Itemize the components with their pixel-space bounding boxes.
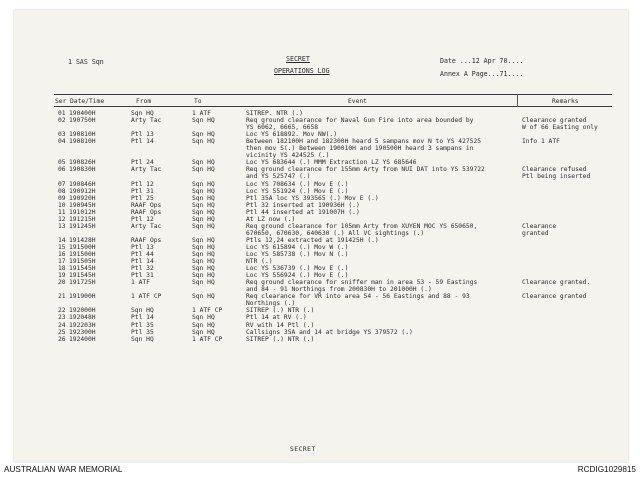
to-cell: Sqn HQ — [192, 117, 215, 125]
to-cell: Sqn HQ — [192, 194, 215, 202]
event-line: Req clearance for VR into area 54 - 56 Eastings and 88 - 93 — [246, 293, 470, 301]
to-cell: Sqn HQ — [192, 180, 215, 188]
from-cell: Sqn HQ — [131, 335, 154, 343]
datetime-cell: 190750H — [69, 117, 96, 125]
to-cell: Sqn HQ — [192, 265, 215, 273]
col-header-to: To — [194, 98, 202, 105]
from-cell: 1 ATF CP — [131, 293, 162, 301]
event-line: Loc YS 536739 (.) Mov E (.) — [246, 265, 349, 273]
from-cell: Ptl 13 — [131, 131, 154, 139]
datetime-cell: 190400H — [69, 110, 96, 117]
datetime-cell: 191545H — [69, 265, 96, 273]
to-cell: Sqn HQ — [192, 314, 215, 322]
datetime-cell: 190920H — [69, 194, 96, 202]
event-line: Loc YS 551924 (.) Mov E (.) — [246, 187, 349, 195]
serial-cell: 08 — [58, 187, 66, 195]
event-line: Loc YS 618892. Mov NW(.) — [246, 131, 337, 139]
serial-cell: 07 — [58, 180, 66, 188]
datetime-cell: 192300H — [69, 328, 96, 336]
event-line: NTR (.) — [246, 258, 273, 266]
event-line: and YS 525747 (.) — [246, 173, 311, 181]
to-cell: Sqn HQ — [192, 138, 215, 146]
from-cell: RAAF Ops — [131, 236, 162, 244]
serial-cell: 20 — [58, 279, 66, 287]
event-line: Callsigns 35A and 14 at bridge YS 379572 (.) — [246, 328, 413, 336]
event-line: Req ground clearance for sniffer man in area 53 - 59 Eastings — [246, 279, 478, 287]
event-line: Loc YS 585738 (.) Mov N (.) — [246, 251, 349, 258]
event-line: Req ground clearance for 155mm Arty from NUI DAT into YS 539722 — [246, 166, 485, 174]
serial-cell: 17 — [58, 258, 66, 266]
event-line: Between 182100H and 182300H heard 5 sampans mov N to YS 427525 — [246, 138, 482, 146]
col-header-ser: Ser — [55, 98, 67, 105]
event-line: Northings (.) — [246, 300, 296, 308]
from-cell: Ptl 12 — [131, 180, 154, 188]
to-cell: Sqn HQ — [192, 258, 215, 266]
datetime-cell: 192400H — [69, 335, 96, 343]
serial-cell: 02 — [58, 117, 66, 125]
remarks-line: Clearance granted — [522, 293, 587, 301]
classification-top: SECRET — [286, 55, 310, 63]
remarks-divider — [517, 94, 518, 107]
remarks-line: Info 1 ATF — [522, 138, 560, 146]
from-cell: RAAF Ops — [131, 208, 162, 216]
event-line: SITREP (.) NTR (.) — [246, 335, 315, 343]
datetime-cell: 192203H — [69, 321, 96, 329]
annex-trail: .... — [507, 70, 524, 78]
col-header-event: Event — [348, 98, 367, 105]
to-cell: Sqn HQ — [192, 131, 215, 139]
remarks-line: Clearance refused — [522, 166, 587, 174]
annex-label: Annex A Page... — [440, 70, 500, 78]
event-line: Ptl 14 at RV (.) — [246, 314, 307, 322]
to-cell: Sqn HQ — [192, 328, 215, 336]
from-cell: Ptl 14 — [131, 138, 154, 146]
datetime-cell: 190846H — [69, 180, 96, 188]
event-line: YS 6062, 6665, 6658 — [246, 124, 319, 132]
to-cell: Sqn HQ — [192, 201, 215, 209]
datetime-cell: 192000H — [69, 307, 96, 315]
from-cell: Ptl 44 — [131, 251, 154, 258]
to-cell: Sqn HQ — [192, 215, 215, 223]
datetime-cell: 191500H — [69, 251, 96, 258]
footer-record-id: RCDIG1029815 — [577, 465, 636, 474]
datetime-cell: 190810H — [69, 131, 96, 139]
classification-bottom: SECRET — [290, 446, 316, 453]
serial-cell: 24 — [58, 321, 66, 329]
from-cell: 1 ATF — [131, 279, 150, 287]
log-title: OPERATIONS LOG — [274, 67, 330, 75]
serial-cell: 13 — [58, 222, 66, 230]
to-cell: Sqn HQ — [192, 279, 215, 287]
serial-cell: 05 — [58, 159, 66, 167]
datetime-cell: 191900H — [69, 293, 96, 301]
serial-cell: 25 — [58, 328, 66, 336]
event-line: Ptls 12,24 extracted at 191425H (.) — [246, 236, 379, 244]
datetime-cell: 190912H — [69, 187, 96, 195]
datetime-cell: 192048H — [69, 314, 96, 322]
to-cell: 1 ATF CP — [192, 335, 223, 343]
event-line: Loc YS 708634 (.) Mov E (.) — [246, 180, 349, 188]
from-cell: Arty Tac — [131, 222, 162, 230]
date-trail: .... — [507, 57, 524, 65]
serial-cell: 18 — [58, 265, 66, 273]
datetime-cell: 191505H — [69, 258, 96, 266]
document-page — [14, 10, 628, 462]
table-top-rule — [54, 94, 612, 95]
serial-cell: 16 — [58, 251, 66, 258]
from-cell: Ptl 35 — [131, 328, 154, 336]
from-cell: Ptl 31 — [131, 272, 154, 280]
event-line: Loc YS 556924 (.) Mov E (.) — [246, 272, 349, 280]
footer-bar — [0, 463, 640, 477]
to-cell: Sqn HQ — [192, 293, 215, 301]
to-cell: Sqn HQ — [192, 236, 215, 244]
datetime-cell: 191012H — [69, 208, 96, 216]
datetime-cell: 190826H — [69, 159, 96, 167]
date-label: Date ... — [440, 57, 472, 65]
from-cell: RAAF Ops — [131, 201, 162, 209]
col-header-remarks: Remarks — [552, 98, 579, 105]
remarks-line: Ptl being inserted — [522, 173, 591, 181]
to-cell: Sqn HQ — [192, 208, 215, 216]
serial-cell: 22 — [58, 307, 66, 315]
from-cell: Ptl 31 — [131, 187, 154, 195]
serial-cell: 12 — [58, 215, 66, 223]
to-cell: Sqn HQ — [192, 159, 215, 167]
serial-cell: 11 — [58, 208, 66, 216]
event-line: and 84 - 91 Northings from 200830H to 201000H (.) — [246, 286, 432, 294]
datetime-cell: 190810H — [69, 138, 96, 146]
from-cell: Arty Tac — [131, 166, 162, 174]
datetime-cell: 191215H — [69, 215, 96, 223]
to-cell: Sqn HQ — [192, 166, 215, 174]
date-value: 12 Apr 70 — [471, 57, 508, 65]
from-cell: Ptl 32 — [131, 265, 154, 273]
to-cell: Sqn HQ — [192, 321, 215, 329]
from-cell: Arty Tac — [131, 117, 162, 125]
datetime-cell: 191428H — [69, 236, 96, 244]
to-cell: Sqn HQ — [192, 272, 215, 280]
remarks-line: Clearance — [522, 222, 557, 230]
serial-cell: 09 — [58, 194, 66, 202]
from-cell: Ptl 25 — [131, 194, 154, 202]
datetime-cell: 191500H — [69, 243, 96, 251]
serial-cell: 21 — [58, 293, 66, 301]
event-line: SITREP (.) NTR (.) — [246, 307, 315, 315]
from-cell: Sqn HQ — [131, 307, 154, 315]
serial-cell: 10 — [58, 201, 66, 209]
serial-cell: 14 — [58, 236, 66, 244]
footer-source: AUSTRALIAN WAR MEMORIAL — [4, 465, 123, 474]
event-line: Ptl 32 inserted at 190936H (.) — [246, 201, 360, 209]
serial-cell: 06 — [58, 166, 66, 174]
to-cell: 1 ATF CP — [192, 307, 223, 315]
event-line: Ptl 35A loc YS 393565 (.) Mov E (.) — [246, 194, 379, 202]
from-cell: Ptl 35 — [131, 321, 154, 329]
date-line — [440, 58, 523, 65]
event-line: 670650, 670630, 640630 (.) All VC sightings (.) — [246, 229, 425, 237]
event-line: Loc YS 683644 (.) MMM Extraction LZ YS 685646 — [246, 159, 417, 167]
event-line: Ptl 44 inserted at 191007H (.) — [246, 208, 360, 216]
event-line: vicinity YS 424525 (.) — [246, 152, 330, 160]
serial-cell: 19 — [58, 272, 66, 280]
event-line: SITREP. NTR (.) — [246, 110, 303, 117]
serial-cell: 04 — [58, 138, 66, 146]
from-cell: Ptl 14 — [131, 258, 154, 266]
serial-cell: 03 — [58, 131, 66, 139]
remarks-line: W of 66 Easting only — [522, 124, 598, 132]
event-line: Loc YS 615894 (.) Mov W (.) — [246, 243, 349, 251]
event-line: Req ground clearance for Naval Gun Fire into area bounded by — [246, 117, 474, 125]
from-cell: Ptl 24 — [131, 159, 154, 167]
remarks-line: granted — [522, 229, 549, 237]
from-cell: Ptl 13 — [131, 243, 154, 251]
annex-value: 71 — [499, 70, 508, 78]
to-cell: Sqn HQ — [192, 243, 215, 251]
event-line: then mov S(.) Between 190010H and 190500H heard 3 sampans in — [246, 145, 474, 153]
to-cell: Sqn HQ — [192, 251, 215, 258]
col-header-from: From — [136, 98, 152, 105]
from-cell: Ptl 14 — [131, 314, 154, 322]
datetime-cell: 191725H — [69, 279, 96, 287]
serial-cell: 01 — [58, 110, 66, 117]
datetime-cell: 191545H — [69, 272, 96, 280]
annex-line — [440, 71, 523, 78]
datetime-cell: 190830H — [69, 166, 96, 174]
from-cell: Ptl 12 — [131, 215, 154, 223]
datetime-cell: 191245H — [69, 222, 96, 230]
event-line: At LZ now (.) — [246, 215, 296, 223]
datetime-cell: 190945H — [69, 201, 96, 209]
serial-cell: 15 — [58, 243, 66, 251]
serial-cell: 23 — [58, 314, 66, 322]
to-cell: 1 ATF — [192, 110, 211, 117]
event-line: Req ground clearance for 105mm Arty from XUYEN MOC YS 650650, — [246, 222, 478, 230]
from-cell: Sqn HQ — [131, 110, 154, 117]
to-cell: Sqn HQ — [192, 187, 215, 195]
remarks-line: Clearance granted — [522, 117, 587, 125]
col-header-dtg: Date/Time — [70, 98, 105, 105]
to-cell: Sqn HQ — [192, 222, 215, 230]
remarks-line: Clearance granted. — [522, 279, 591, 287]
event-line: RV with 14 Ptl (.) — [246, 321, 315, 329]
serial-cell: 26 — [58, 335, 66, 343]
table-header-rule — [54, 106, 612, 107]
unit-name: 1 SAS Sqn — [68, 58, 104, 66]
